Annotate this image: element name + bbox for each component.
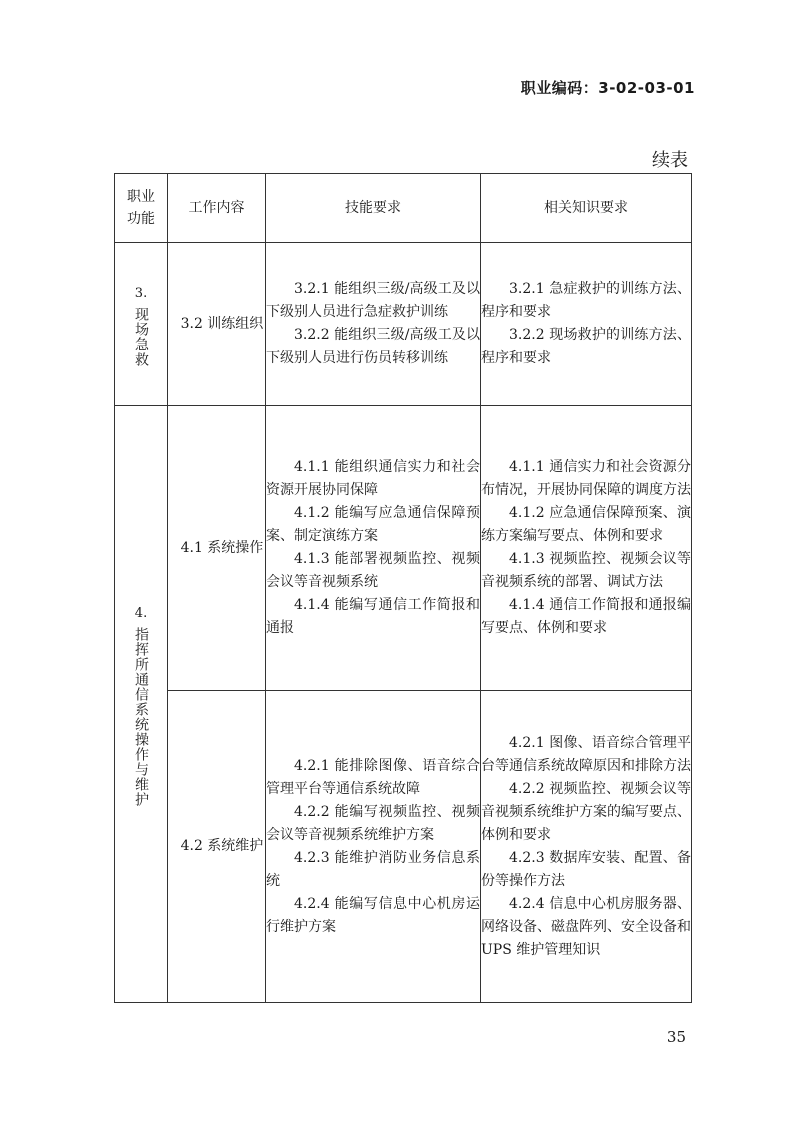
header-skill-requirements: 技能要求: [266, 174, 481, 243]
work-content-cell: 4.1 系统操作: [168, 406, 266, 691]
table-header-row: [115, 174, 692, 243]
skill-item: 4.2.1 能排除图像、语音综合管理平台等通信系统故障: [266, 757, 480, 797]
knowledge-item: 4.1.4 通信工作简报和通报编写要点、体例和要求: [481, 597, 691, 636]
knowledge-item: 4.2.3 数据库安装、配置、备份等操作方法: [481, 849, 691, 889]
occupation-code: 职业编码：3-02-03-01: [520, 79, 695, 97]
table-row: [115, 243, 692, 406]
knowledge-item: 3.2.2 现场救护的训练方法、程序和要求: [481, 327, 691, 366]
skills-cell: [266, 691, 481, 1003]
table-row: [115, 406, 692, 691]
function-cell-4: [115, 406, 168, 1003]
knowledge-item: 4.1.3 视频监控、视频会议等音视频系统的部署、调试方法: [481, 551, 691, 590]
skill-item: 4.1.3 能部署视频监控、视频会议等音视频系统: [266, 551, 480, 590]
knowledge-item: 4.1.1 通信实力和社会资源分布情况，开展协同保障的调度方法: [481, 459, 691, 498]
skill-item: 3.2.2 能组织三级/高级工及以下级别人员进行伤员转移训练: [266, 327, 480, 366]
header-knowledge-requirements: 相关知识要求: [481, 174, 692, 243]
function-number: 4.: [134, 605, 148, 621]
skills-table: [114, 173, 692, 1003]
skill-item: 4.2.4 能编写信息中心机房运行维护方案: [266, 895, 480, 935]
knowledge-item: 4.1.2 应急通信保障预案、演练方案编写要点、体例和要求: [481, 505, 691, 544]
function-name: 指挥所通信系统操作与维护: [133, 626, 149, 807]
skill-item: 4.1.1 能组织通信实力和社会资源开展协同保障: [266, 459, 480, 498]
skills-cell: [266, 243, 481, 406]
function-name: 现场急救: [133, 306, 149, 367]
skill-item: 3.2.1 能组织三级/高级工及以下级别人员进行急症救护训练: [266, 281, 480, 320]
continued-label: 续表: [652, 150, 688, 171]
knowledge-cell: [481, 243, 692, 406]
knowledge-item: 3.2.1 急症救护的训练方法、程序和要求: [481, 281, 691, 320]
skill-item: 4.1.4 能编写通信工作简报和通报: [266, 597, 480, 636]
work-content-cell: 4.2 系统维护: [168, 691, 266, 1003]
knowledge-cell: [481, 691, 692, 1003]
knowledge-item: 4.2.4 信息中心机房服务器、网络设备、磁盘阵列、安全设备和 UPS 维护管理知识: [481, 895, 691, 958]
skill-item: 4.2.3 能维护消防业务信息系统: [266, 849, 480, 889]
work-content-cell: 3.2 训练组织: [168, 243, 266, 406]
function-number: 3.: [134, 285, 148, 301]
function-cell-3: [115, 243, 168, 406]
knowledge-cell: [481, 406, 692, 691]
skill-item: 4.2.2 能编写视频监控、视频会议等音视频系统维护方案: [266, 803, 480, 843]
table-row: [115, 691, 692, 1003]
header-function: 职业功能: [115, 174, 168, 243]
knowledge-item: 4.2.2 视频监控、视频会议等音视频系统维护方案的编写要点、体例和要求: [481, 780, 691, 843]
header-work-content: 工作内容: [168, 174, 266, 243]
page-number: 35: [666, 1028, 686, 1046]
skill-item: 4.1.2 能编写应急通信保障预案、制定演练方案: [266, 505, 480, 544]
knowledge-item: 4.2.1 图像、语音综合管理平台等通信系统故障原因和排除方法: [481, 734, 691, 774]
skills-cell: [266, 406, 481, 691]
